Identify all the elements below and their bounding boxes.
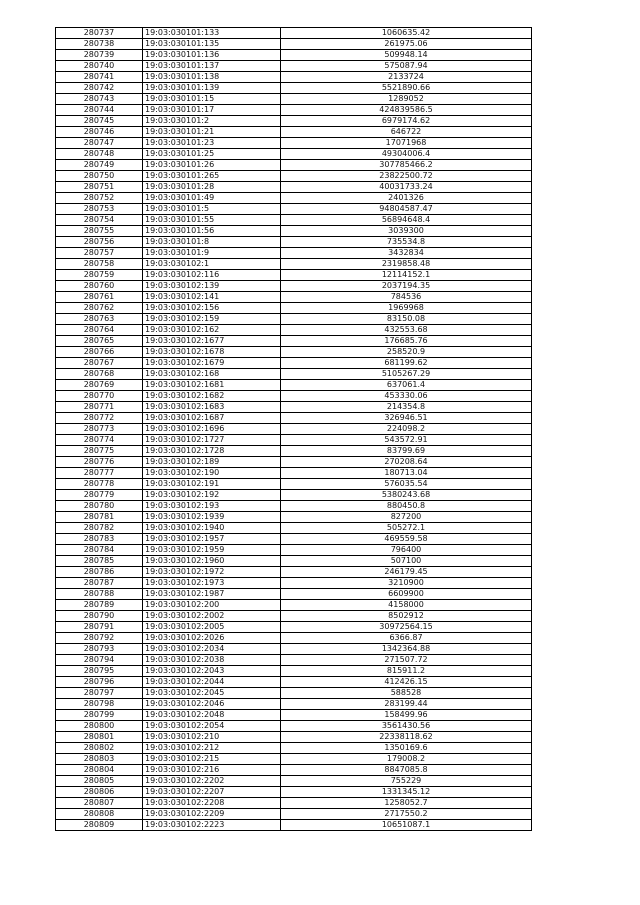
value-cell: 505272.1 xyxy=(281,523,532,534)
value-cell: 3561430.56 xyxy=(281,721,532,732)
row-number-cell: 280755 xyxy=(56,226,143,237)
cadastral-number-cell: 19:03:030102:156 xyxy=(143,303,281,314)
row-number-cell: 280775 xyxy=(56,446,143,457)
cadastral-number-cell: 19:03:030102:2202 xyxy=(143,776,281,787)
value-cell: 1969968 xyxy=(281,303,532,314)
cadastral-number-cell: 19:03:030102:1987 xyxy=(143,589,281,600)
table-row xyxy=(56,534,532,545)
table-row xyxy=(56,204,532,215)
value-cell: 543572.91 xyxy=(281,435,532,446)
table-row xyxy=(56,754,532,765)
value-cell: 214354.8 xyxy=(281,402,532,413)
value-cell: 30972564.15 xyxy=(281,622,532,633)
row-number-cell: 280800 xyxy=(56,721,143,732)
cadastral-number-cell: 19:03:030102:168 xyxy=(143,369,281,380)
value-cell: 180713.04 xyxy=(281,468,532,479)
table-row xyxy=(56,655,532,666)
cadastral-number-cell: 19:03:030102:2043 xyxy=(143,666,281,677)
cadastral-number-cell: 19:03:030102:200 xyxy=(143,600,281,611)
cadastral-number-cell: 19:03:030102:1679 xyxy=(143,358,281,369)
row-number-cell: 280796 xyxy=(56,677,143,688)
row-number-cell: 280743 xyxy=(56,94,143,105)
row-number-cell: 280761 xyxy=(56,292,143,303)
table-row xyxy=(56,259,532,270)
cadastral-number-cell: 19:03:030101:139 xyxy=(143,83,281,94)
cadastral-number-cell: 19:03:030102:116 xyxy=(143,270,281,281)
row-number-cell: 280777 xyxy=(56,468,143,479)
row-number-cell: 280789 xyxy=(56,600,143,611)
table-row xyxy=(56,776,532,787)
row-number-cell: 280740 xyxy=(56,61,143,72)
cadastral-number-cell: 19:03:030102:1683 xyxy=(143,402,281,413)
table-row xyxy=(56,270,532,281)
value-cell: 880450.8 xyxy=(281,501,532,512)
row-number-cell: 280757 xyxy=(56,248,143,259)
table-row xyxy=(56,347,532,358)
cadastral-number-cell: 19:03:030101:9 xyxy=(143,248,281,259)
table-row xyxy=(56,765,532,776)
value-cell: 507100 xyxy=(281,556,532,567)
cadastral-number-cell: 19:03:030101:56 xyxy=(143,226,281,237)
cadastral-number-cell: 19:03:030101:49 xyxy=(143,193,281,204)
row-number-cell: 280750 xyxy=(56,171,143,182)
cadastral-number-cell: 19:03:030102:1727 xyxy=(143,435,281,446)
row-number-cell: 280762 xyxy=(56,303,143,314)
value-cell: 646722 xyxy=(281,127,532,138)
cadastral-number-cell: 19:03:030102:190 xyxy=(143,468,281,479)
value-cell: 176685.76 xyxy=(281,336,532,347)
value-cell: 8847085.8 xyxy=(281,765,532,776)
table-row xyxy=(56,171,532,182)
table-row xyxy=(56,226,532,237)
row-number-cell: 280776 xyxy=(56,457,143,468)
cadastral-number-cell: 19:03:030102:1678 xyxy=(143,347,281,358)
cadastral-number-cell: 19:03:030102:141 xyxy=(143,292,281,303)
value-cell: 3432834 xyxy=(281,248,532,259)
cadastral-number-cell: 19:03:030102:1939 xyxy=(143,512,281,523)
cadastral-number-cell: 19:03:030102:1959 xyxy=(143,545,281,556)
table-row xyxy=(56,193,532,204)
table-row xyxy=(56,138,532,149)
table-row xyxy=(56,545,532,556)
value-cell: 827200 xyxy=(281,512,532,523)
row-number-cell: 280765 xyxy=(56,336,143,347)
cadastral-number-cell: 19:03:030102:193 xyxy=(143,501,281,512)
table-row xyxy=(56,666,532,677)
table-row xyxy=(56,28,532,39)
value-cell: 1350169.6 xyxy=(281,743,532,754)
value-cell: 2037194.35 xyxy=(281,281,532,292)
cadastral-number-cell: 19:03:030101:2 xyxy=(143,116,281,127)
cadastral-value-table xyxy=(55,27,532,831)
table-row xyxy=(56,732,532,743)
row-number-cell: 280791 xyxy=(56,622,143,633)
row-number-cell: 280759 xyxy=(56,270,143,281)
value-cell: 681199.62 xyxy=(281,358,532,369)
table-row xyxy=(56,699,532,710)
row-number-cell: 280742 xyxy=(56,83,143,94)
row-number-cell: 280798 xyxy=(56,699,143,710)
table-row xyxy=(56,369,532,380)
row-number-cell: 280804 xyxy=(56,765,143,776)
table-row xyxy=(56,424,532,435)
table-row xyxy=(56,743,532,754)
cadastral-number-cell: 19:03:030102:1957 xyxy=(143,534,281,545)
row-number-cell: 280793 xyxy=(56,644,143,655)
row-number-cell: 280803 xyxy=(56,754,143,765)
table-row xyxy=(56,589,532,600)
value-cell: 158499.96 xyxy=(281,710,532,721)
row-number-cell: 280797 xyxy=(56,688,143,699)
value-cell: 588528 xyxy=(281,688,532,699)
value-cell: 12114152.1 xyxy=(281,270,532,281)
row-number-cell: 280769 xyxy=(56,380,143,391)
value-cell: 56894648.4 xyxy=(281,215,532,226)
table-row xyxy=(56,468,532,479)
value-cell: 271507.72 xyxy=(281,655,532,666)
table-body xyxy=(56,28,532,831)
table-row xyxy=(56,325,532,336)
table-row xyxy=(56,809,532,820)
table-row xyxy=(56,116,532,127)
value-cell: 22338118.62 xyxy=(281,732,532,743)
table-row xyxy=(56,600,532,611)
row-number-cell: 280764 xyxy=(56,325,143,336)
row-number-cell: 280779 xyxy=(56,490,143,501)
value-cell: 1331345.12 xyxy=(281,787,532,798)
table-row xyxy=(56,710,532,721)
row-number-cell: 280806 xyxy=(56,787,143,798)
value-cell: 796400 xyxy=(281,545,532,556)
row-number-cell: 280741 xyxy=(56,72,143,83)
cadastral-number-cell: 19:03:030102:2209 xyxy=(143,809,281,820)
cadastral-number-cell: 19:03:030102:2044 xyxy=(143,677,281,688)
row-number-cell: 280781 xyxy=(56,512,143,523)
table-row xyxy=(56,149,532,160)
row-number-cell: 280799 xyxy=(56,710,143,721)
row-number-cell: 280751 xyxy=(56,182,143,193)
cadastral-number-cell: 19:03:030101:8 xyxy=(143,237,281,248)
cadastral-number-cell: 19:03:030101:5 xyxy=(143,204,281,215)
table-row xyxy=(56,457,532,468)
value-cell: 576035.54 xyxy=(281,479,532,490)
row-number-cell: 280809 xyxy=(56,820,143,831)
cadastral-number-cell: 19:03:030102:1 xyxy=(143,259,281,270)
cadastral-number-cell: 19:03:030102:215 xyxy=(143,754,281,765)
row-number-cell: 280744 xyxy=(56,105,143,116)
cadastral-number-cell: 19:03:030101:21 xyxy=(143,127,281,138)
value-cell: 1289052 xyxy=(281,94,532,105)
table-row xyxy=(56,402,532,413)
value-cell: 1342364.88 xyxy=(281,644,532,655)
row-number-cell: 280748 xyxy=(56,149,143,160)
value-cell: 6609900 xyxy=(281,589,532,600)
row-number-cell: 280790 xyxy=(56,611,143,622)
row-number-cell: 280782 xyxy=(56,523,143,534)
value-cell: 23822500.72 xyxy=(281,171,532,182)
cadastral-number-cell: 19:03:030102:1972 xyxy=(143,567,281,578)
cadastral-number-cell: 19:03:030102:210 xyxy=(143,732,281,743)
cadastral-number-cell: 19:03:030101:15 xyxy=(143,94,281,105)
table-row xyxy=(56,820,532,831)
value-cell: 432553.68 xyxy=(281,325,532,336)
cadastral-number-cell: 19:03:030102:1728 xyxy=(143,446,281,457)
table-row xyxy=(56,83,532,94)
table-row xyxy=(56,105,532,116)
row-number-cell: 280763 xyxy=(56,314,143,325)
cadastral-number-cell: 19:03:030102:1681 xyxy=(143,380,281,391)
table-row xyxy=(56,633,532,644)
table-row xyxy=(56,721,532,732)
row-number-cell: 280756 xyxy=(56,237,143,248)
value-cell: 224098.2 xyxy=(281,424,532,435)
cadastral-number-cell: 19:03:030102:1940 xyxy=(143,523,281,534)
cadastral-number-cell: 19:03:030102:191 xyxy=(143,479,281,490)
table-row xyxy=(56,622,532,633)
row-number-cell: 280801 xyxy=(56,732,143,743)
cadastral-number-cell: 19:03:030101:133 xyxy=(143,28,281,39)
cadastral-number-cell: 19:03:030102:2005 xyxy=(143,622,281,633)
table-row xyxy=(56,160,532,171)
cadastral-number-cell: 19:03:030102:162 xyxy=(143,325,281,336)
value-cell: 637061.4 xyxy=(281,380,532,391)
row-number-cell: 280795 xyxy=(56,666,143,677)
table-row xyxy=(56,556,532,567)
value-cell: 2319858.48 xyxy=(281,259,532,270)
value-cell: 3039300 xyxy=(281,226,532,237)
cadastral-number-cell: 19:03:030101:265 xyxy=(143,171,281,182)
row-number-cell: 280766 xyxy=(56,347,143,358)
value-cell: 270208.64 xyxy=(281,457,532,468)
cadastral-number-cell: 19:03:030102:2046 xyxy=(143,699,281,710)
row-number-cell: 280805 xyxy=(56,776,143,787)
table-row xyxy=(56,798,532,809)
cadastral-number-cell: 19:03:030102:159 xyxy=(143,314,281,325)
value-cell: 17071968 xyxy=(281,138,532,149)
value-cell: 83150.08 xyxy=(281,314,532,325)
row-number-cell: 280745 xyxy=(56,116,143,127)
table-row xyxy=(56,435,532,446)
cadastral-number-cell: 19:03:030102:2223 xyxy=(143,820,281,831)
value-cell: 5521890.66 xyxy=(281,83,532,94)
value-cell: 283199.44 xyxy=(281,699,532,710)
row-number-cell: 280752 xyxy=(56,193,143,204)
value-cell: 258520.9 xyxy=(281,347,532,358)
table-row xyxy=(56,50,532,61)
row-number-cell: 280737 xyxy=(56,28,143,39)
cadastral-number-cell: 19:03:030102:2208 xyxy=(143,798,281,809)
table-row xyxy=(56,358,532,369)
row-number-cell: 280786 xyxy=(56,567,143,578)
table-row xyxy=(56,182,532,193)
value-cell: 8502912 xyxy=(281,611,532,622)
row-number-cell: 280758 xyxy=(56,259,143,270)
cadastral-number-cell: 19:03:030101:28 xyxy=(143,182,281,193)
row-number-cell: 280802 xyxy=(56,743,143,754)
value-cell: 784536 xyxy=(281,292,532,303)
row-number-cell: 280778 xyxy=(56,479,143,490)
cadastral-number-cell: 19:03:030102:2038 xyxy=(143,655,281,666)
cadastral-number-cell: 19:03:030102:1682 xyxy=(143,391,281,402)
table-row xyxy=(56,303,532,314)
cadastral-number-cell: 19:03:030102:2048 xyxy=(143,710,281,721)
table-row xyxy=(56,490,532,501)
row-number-cell: 280783 xyxy=(56,534,143,545)
table-row xyxy=(56,61,532,72)
row-number-cell: 280794 xyxy=(56,655,143,666)
cadastral-number-cell: 19:03:030102:1696 xyxy=(143,424,281,435)
table-row xyxy=(56,501,532,512)
value-cell: 326946.51 xyxy=(281,413,532,424)
cadastral-number-cell: 19:03:030102:1687 xyxy=(143,413,281,424)
table-row xyxy=(56,391,532,402)
value-cell: 94804587.47 xyxy=(281,204,532,215)
value-cell: 83799.69 xyxy=(281,446,532,457)
value-cell: 5380243.68 xyxy=(281,490,532,501)
value-cell: 2133724 xyxy=(281,72,532,83)
cadastral-number-cell: 19:03:030102:2054 xyxy=(143,721,281,732)
table-row xyxy=(56,787,532,798)
cadastral-number-cell: 19:03:030102:2045 xyxy=(143,688,281,699)
cadastral-number-cell: 19:03:030102:2207 xyxy=(143,787,281,798)
row-number-cell: 280749 xyxy=(56,160,143,171)
row-number-cell: 280788 xyxy=(56,589,143,600)
value-cell: 5105267.29 xyxy=(281,369,532,380)
value-cell: 246179.45 xyxy=(281,567,532,578)
cadastral-number-cell: 19:03:030101:25 xyxy=(143,149,281,160)
value-cell: 4158000 xyxy=(281,600,532,611)
value-cell: 49304006.4 xyxy=(281,149,532,160)
value-cell: 10651087.1 xyxy=(281,820,532,831)
row-number-cell: 280739 xyxy=(56,50,143,61)
row-number-cell: 280746 xyxy=(56,127,143,138)
cadastral-number-cell: 19:03:030101:17 xyxy=(143,105,281,116)
cadastral-number-cell: 19:03:030102:1973 xyxy=(143,578,281,589)
row-number-cell: 280773 xyxy=(56,424,143,435)
value-cell: 453330.06 xyxy=(281,391,532,402)
table-row xyxy=(56,413,532,424)
row-number-cell: 280792 xyxy=(56,633,143,644)
cadastral-number-cell: 19:03:030101:136 xyxy=(143,50,281,61)
row-number-cell: 280753 xyxy=(56,204,143,215)
value-cell: 261975.06 xyxy=(281,39,532,50)
value-cell: 735534.8 xyxy=(281,237,532,248)
value-cell: 1258052.7 xyxy=(281,798,532,809)
table-row xyxy=(56,512,532,523)
table-row xyxy=(56,281,532,292)
cadastral-number-cell: 19:03:030101:137 xyxy=(143,61,281,72)
row-number-cell: 280771 xyxy=(56,402,143,413)
row-number-cell: 280780 xyxy=(56,501,143,512)
value-cell: 40031733.24 xyxy=(281,182,532,193)
value-cell: 3210900 xyxy=(281,578,532,589)
table-row xyxy=(56,688,532,699)
cadastral-number-cell: 19:03:030102:139 xyxy=(143,281,281,292)
table-row xyxy=(56,72,532,83)
table-row xyxy=(56,237,532,248)
cadastral-number-cell: 19:03:030102:212 xyxy=(143,743,281,754)
row-number-cell: 280785 xyxy=(56,556,143,567)
table-row xyxy=(56,644,532,655)
cadastral-number-cell: 19:03:030102:2034 xyxy=(143,644,281,655)
table-row xyxy=(56,94,532,105)
cadastral-number-cell: 19:03:030101:26 xyxy=(143,160,281,171)
cadastral-number-cell: 19:03:030102:1677 xyxy=(143,336,281,347)
row-number-cell: 280747 xyxy=(56,138,143,149)
table-row xyxy=(56,380,532,391)
row-number-cell: 280738 xyxy=(56,39,143,50)
value-cell: 509948.14 xyxy=(281,50,532,61)
row-number-cell: 280808 xyxy=(56,809,143,820)
value-cell: 307785466.2 xyxy=(281,160,532,171)
row-number-cell: 280787 xyxy=(56,578,143,589)
row-number-cell: 280772 xyxy=(56,413,143,424)
table-row xyxy=(56,39,532,50)
value-cell: 424839586.5 xyxy=(281,105,532,116)
cadastral-number-cell: 19:03:030102:2026 xyxy=(143,633,281,644)
table-row xyxy=(56,611,532,622)
row-number-cell: 280807 xyxy=(56,798,143,809)
row-number-cell: 280760 xyxy=(56,281,143,292)
value-cell: 6979174.62 xyxy=(281,116,532,127)
table-row xyxy=(56,446,532,457)
table-row xyxy=(56,314,532,325)
table-row xyxy=(56,479,532,490)
table-row xyxy=(56,677,532,688)
table-row xyxy=(56,567,532,578)
cadastral-number-cell: 19:03:030101:55 xyxy=(143,215,281,226)
value-cell: 179008.2 xyxy=(281,754,532,765)
value-cell: 2717550.2 xyxy=(281,809,532,820)
cadastral-number-cell: 19:03:030101:135 xyxy=(143,39,281,50)
table-row xyxy=(56,292,532,303)
row-number-cell: 280768 xyxy=(56,369,143,380)
cadastral-number-cell: 19:03:030101:23 xyxy=(143,138,281,149)
value-cell: 755229 xyxy=(281,776,532,787)
value-cell: 1060635.42 xyxy=(281,28,532,39)
cadastral-number-cell: 19:03:030102:1960 xyxy=(143,556,281,567)
row-number-cell: 280767 xyxy=(56,358,143,369)
table-row xyxy=(56,127,532,138)
cadastral-number-cell: 19:03:030102:216 xyxy=(143,765,281,776)
row-number-cell: 280774 xyxy=(56,435,143,446)
value-cell: 412426.15 xyxy=(281,677,532,688)
table-row xyxy=(56,336,532,347)
table-row xyxy=(56,248,532,259)
cadastral-number-cell: 19:03:030101:138 xyxy=(143,72,281,83)
table-row xyxy=(56,578,532,589)
table-row xyxy=(56,523,532,534)
value-cell: 469559.58 xyxy=(281,534,532,545)
row-number-cell: 280784 xyxy=(56,545,143,556)
row-number-cell: 280770 xyxy=(56,391,143,402)
row-number-cell: 280754 xyxy=(56,215,143,226)
value-cell: 815911.2 xyxy=(281,666,532,677)
value-cell: 575087.94 xyxy=(281,61,532,72)
cadastral-number-cell: 19:03:030102:192 xyxy=(143,490,281,501)
value-cell: 6366.87 xyxy=(281,633,532,644)
cadastral-number-cell: 19:03:030102:2002 xyxy=(143,611,281,622)
cadastral-number-cell: 19:03:030102:189 xyxy=(143,457,281,468)
value-cell: 2401326 xyxy=(281,193,532,204)
table-row xyxy=(56,215,532,226)
